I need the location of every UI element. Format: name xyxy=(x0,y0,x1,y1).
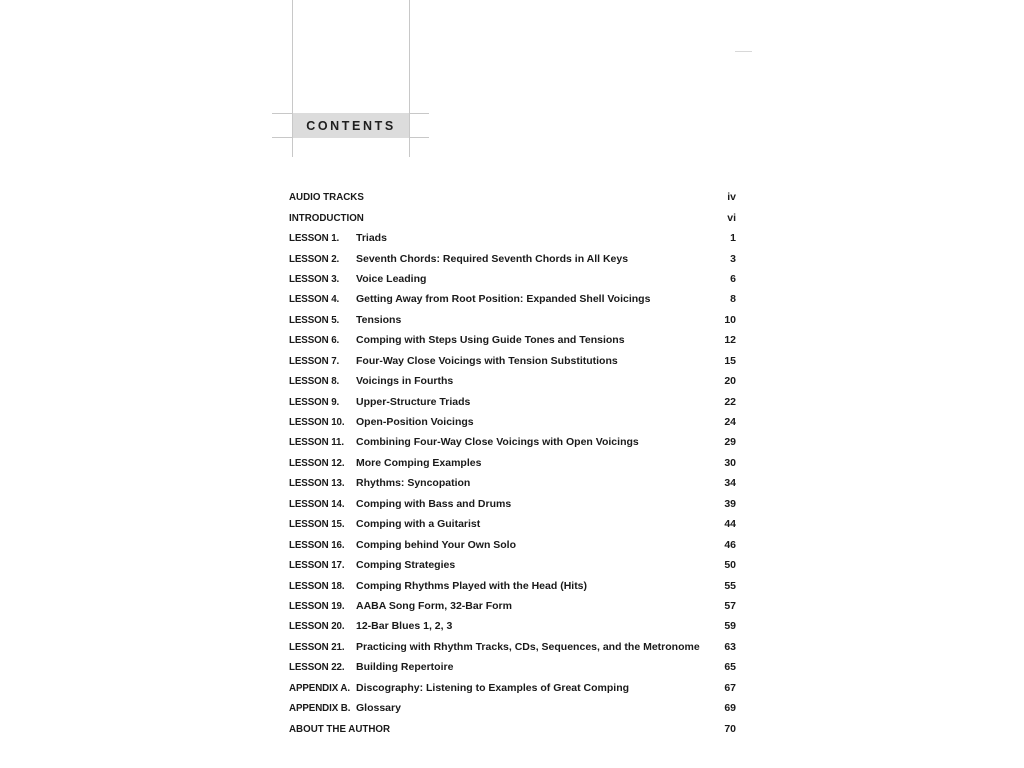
toc-entry-title: Combining Four-Way Close Voicings with Open Voicings xyxy=(356,436,639,449)
toc-entry-page-number: 70 xyxy=(724,722,736,735)
toc-entry xyxy=(289,596,736,616)
toc-entry-title: Getting Away from Root Position: Expanded Shell Voicings xyxy=(356,293,651,306)
toc-entry-page-number: 63 xyxy=(724,640,736,653)
toc-entry xyxy=(289,391,736,411)
toc-entry xyxy=(289,657,736,677)
toc-entry xyxy=(289,494,736,514)
toc-entry-page-number: 59 xyxy=(724,620,736,633)
toc-entry xyxy=(289,678,736,698)
toc-entry xyxy=(289,473,736,493)
toc-entry-page-number: 57 xyxy=(724,599,736,612)
table-of-contents xyxy=(289,187,736,739)
toc-entry xyxy=(289,514,736,534)
toc-entry xyxy=(289,371,736,391)
toc-entry-page-number: 44 xyxy=(724,518,736,531)
toc-entry-label: LESSON 22. xyxy=(289,661,345,674)
toc-entry xyxy=(289,351,736,371)
toc-entry xyxy=(289,207,736,227)
toc-entry-page-number: 3 xyxy=(730,252,736,265)
toc-entry-label: LESSON 12. xyxy=(289,456,345,469)
toc-entry-label: APPENDIX A. xyxy=(289,681,351,694)
toc-entry-label: APPENDIX B. xyxy=(289,702,351,715)
toc-entry-title: Open-Position Voicings xyxy=(356,416,474,429)
corner-mark xyxy=(735,51,752,52)
toc-entry-label: LESSON 18. xyxy=(289,579,345,592)
toc-entry-title: More Comping Examples xyxy=(356,456,482,469)
toc-entry-label: LESSON 15. xyxy=(289,518,345,531)
toc-entry-label: LESSON 14. xyxy=(289,497,345,510)
toc-entry-label: LESSON 16. xyxy=(289,538,345,551)
toc-entry-page-number: 46 xyxy=(724,538,736,551)
toc-entry-title: Seventh Chords: Required Seventh Chords in All Keys xyxy=(356,252,629,265)
toc-entry-label: LESSON 3. xyxy=(289,272,340,285)
toc-entry-label: LESSON 11. xyxy=(289,436,344,449)
toc-entry-label: LESSON 21. xyxy=(289,640,345,653)
toc-entry-title: Glossary xyxy=(356,702,401,715)
toc-entry-page-number: 55 xyxy=(724,579,736,592)
toc-entry-title: Voice Leading xyxy=(356,272,427,285)
toc-entry-label: LESSON 19. xyxy=(289,599,345,612)
toc-entry-label: LESSON 10. xyxy=(289,416,345,429)
toc-entry-title: Practicing with Rhythm Tracks, CDs, Sequences, and the Metronome xyxy=(356,640,700,653)
toc-entry xyxy=(289,453,736,473)
toc-entry-label: LESSON 5. xyxy=(289,313,340,326)
toc-entry-title: Triads xyxy=(356,232,387,245)
toc-entry-title: Voicings in Fourths xyxy=(356,375,454,388)
toc-entry xyxy=(289,534,736,554)
toc-entry-page-number: 6 xyxy=(730,272,736,285)
toc-entry-page-number: 24 xyxy=(724,416,736,429)
toc-entry xyxy=(289,698,736,718)
contents-heading-box xyxy=(293,113,409,138)
toc-entry-label: LESSON 2. xyxy=(289,252,340,265)
toc-entry xyxy=(289,555,736,575)
toc-entry-page-number: 15 xyxy=(724,354,736,367)
toc-entry-page-number: 69 xyxy=(724,702,736,715)
toc-entry-page-number: 50 xyxy=(724,559,736,572)
toc-entry-title: Building Repertoire xyxy=(356,661,454,674)
toc-entry-page-number: 12 xyxy=(724,334,736,347)
toc-entry-title: 12-Bar Blues 1, 2, 3 xyxy=(356,620,453,633)
toc-entry xyxy=(289,228,736,248)
toc-entry-label: AUDIO TRACKS xyxy=(289,191,364,204)
toc-entry-title: Comping with Steps Using Guide Tones and Tensions xyxy=(356,334,625,347)
toc-entry-title: AABA Song Form, 32-Bar Form xyxy=(356,599,512,612)
toc-entry-page-number: 8 xyxy=(730,293,736,306)
toc-entry-title: Upper-Structure Triads xyxy=(356,395,471,408)
toc-entry-title: Comping Strategies xyxy=(356,559,456,572)
toc-entry-page-number: 22 xyxy=(724,395,736,408)
toc-entry-label: LESSON 8. xyxy=(289,375,340,388)
toc-entry-page-number: 1 xyxy=(730,232,736,245)
toc-entry-label: LESSON 9. xyxy=(289,395,340,408)
toc-entry-page-number: 20 xyxy=(724,375,736,388)
toc-entry xyxy=(289,432,736,452)
toc-entry-label: LESSON 17. xyxy=(289,559,345,572)
toc-entry xyxy=(289,248,736,268)
toc-entry xyxy=(289,269,736,289)
toc-entry-page-number: 34 xyxy=(724,477,736,490)
toc-entry-page-number: vi xyxy=(727,211,736,224)
toc-entry-title: Rhythms: Syncopation xyxy=(356,477,471,490)
toc-entry-page-number: iv xyxy=(727,191,736,204)
toc-entry-title: Comping with a Guitarist xyxy=(356,518,481,531)
toc-entry-page-number: 10 xyxy=(724,313,736,326)
toc-entry-label: LESSON 13. xyxy=(289,477,345,490)
toc-entry-title: Comping behind Your Own Solo xyxy=(356,538,517,551)
toc-entry-page-number: 67 xyxy=(724,681,736,694)
toc-entry-label: LESSON 1. xyxy=(289,232,340,245)
toc-entry-title: Discography: Listening to Examples of Great Comping xyxy=(356,681,630,694)
toc-entry xyxy=(289,637,736,657)
page-title: CONTENTS xyxy=(306,118,396,133)
toc-entry-page-number: 29 xyxy=(724,436,736,449)
toc-entry-title: Four-Way Close Voicings with Tension Substitutions xyxy=(356,354,618,367)
toc-entry xyxy=(289,330,736,350)
toc-entry-label: ABOUT THE AUTHOR xyxy=(289,722,391,735)
toc-entry-label: LESSON 20. xyxy=(289,620,345,633)
toc-entry-label: INTRODUCTION xyxy=(289,211,364,224)
toc-entry-label: LESSON 7. xyxy=(289,354,340,367)
toc-entry xyxy=(289,616,736,636)
toc-entry xyxy=(289,310,736,330)
toc-entry xyxy=(289,412,736,432)
toc-entry-title: Comping Rhythms Played with the Head (Hits) xyxy=(356,579,588,592)
toc-entry xyxy=(289,187,736,207)
toc-entry-page-number: 30 xyxy=(724,456,736,469)
toc-entry-label: LESSON 6. xyxy=(289,334,340,347)
toc-entry xyxy=(289,575,736,595)
toc-entry-label: LESSON 4. xyxy=(289,293,340,306)
toc-entry xyxy=(289,718,736,738)
toc-entry-page-number: 65 xyxy=(724,661,736,674)
toc-entry-page-number: 39 xyxy=(724,497,736,510)
toc-entry-title: Tensions xyxy=(356,313,402,326)
header-vertical-rule-right xyxy=(409,0,410,157)
toc-entry-title: Comping with Bass and Drums xyxy=(356,497,512,510)
toc-entry xyxy=(289,289,736,309)
